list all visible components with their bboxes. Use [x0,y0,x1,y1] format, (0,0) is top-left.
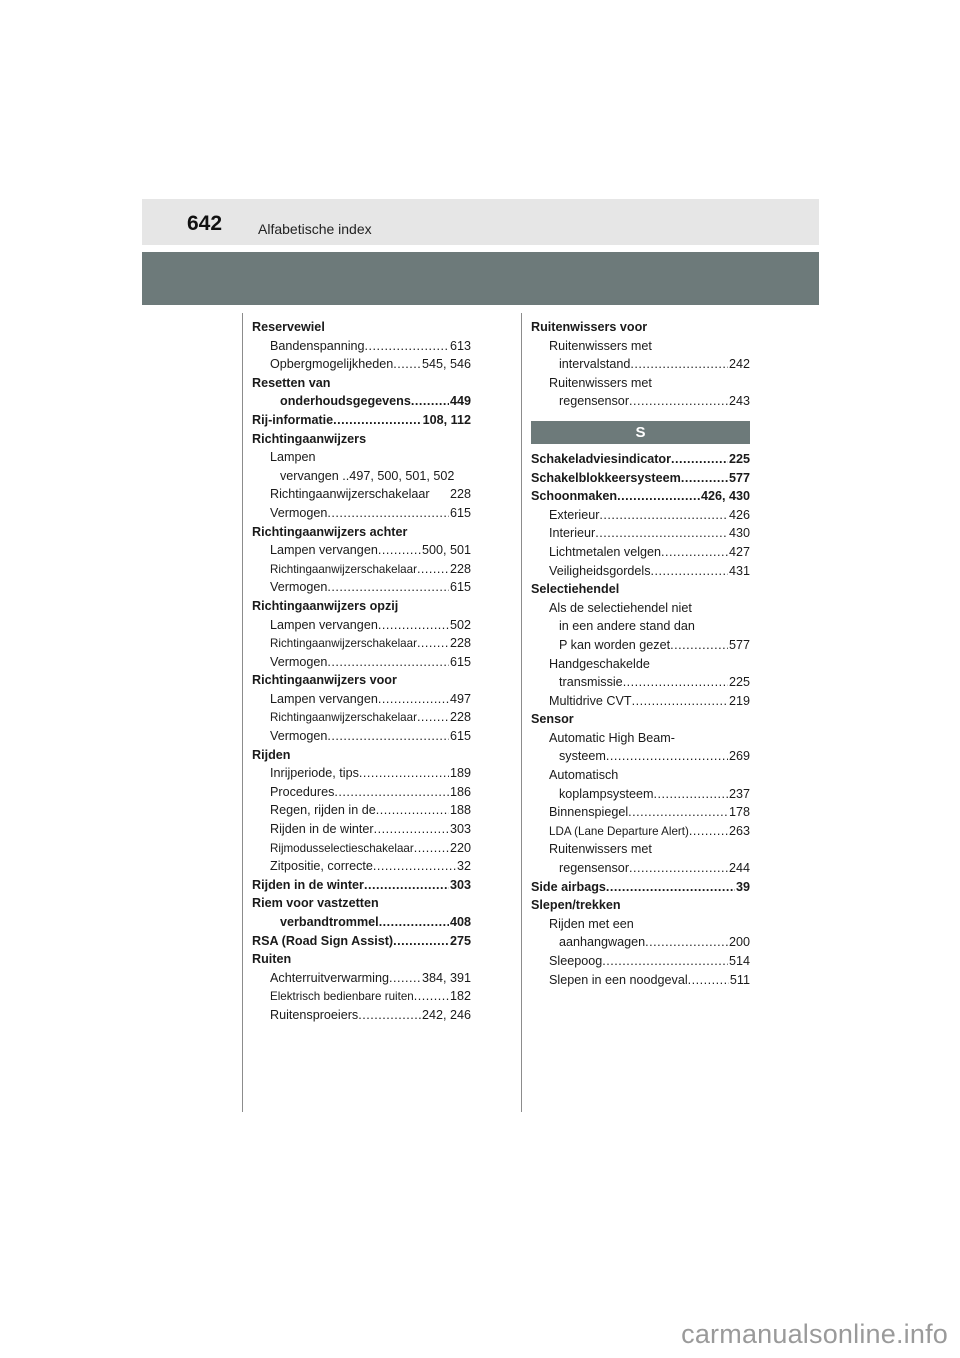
leader-dots [378,541,421,560]
page-reference: 220 [449,840,471,855]
index-subentry [252,467,471,486]
leader-dots [628,803,728,822]
leader-dots [327,653,449,672]
leader-dots [623,673,728,692]
entry-label: Richtingaanwijzers achter [252,524,408,539]
index-subentry [252,690,471,709]
index-entry [252,950,471,969]
leader-dots [671,450,728,469]
index-subentry [252,653,471,672]
leader-dots [661,543,728,562]
entry-label: intervalstand [559,357,631,372]
index-subentry [252,634,471,653]
index-subentry [252,504,471,523]
page-reference: 228 [449,710,471,725]
entry-label: Automatisch [549,768,619,783]
leader-dots [393,355,421,374]
leader-dots [629,859,728,878]
index-subentry [531,392,750,411]
index-subentry [531,933,750,952]
entry-label: P kan worden gezet [559,637,671,652]
entry-label: onderhoudsgegevens [280,394,411,409]
index-entry [252,318,471,337]
entry-label: Richtingaanwijzers voor [252,673,397,688]
page-reference: 182 [449,989,471,1004]
entry-label: Ruitenwissers met [549,375,652,390]
entry-label: Richtingaanwijzerschakelaar [270,711,417,725]
index-subentry [531,617,750,636]
watermark: carmanualsonline.info [681,1319,948,1349]
index-entry [252,523,471,542]
index-entry [531,469,750,488]
entry-label: Rijmodusselectieschakelaar [270,841,414,855]
index-subentry [252,764,471,783]
page-reference: 615 [449,729,471,744]
leader-dots [379,913,449,932]
index-subentry [252,485,471,504]
leader-dots [358,1006,421,1025]
leader-dots [606,747,728,766]
page-reference: 426 [728,507,750,522]
index-subentry [531,971,750,990]
entry-label: aanhangwagen [559,935,646,950]
entry-label: Resetten van [252,375,331,390]
index-group-s [531,450,750,989]
page-reference: 514 [728,954,750,968]
index-subentry [531,822,750,841]
page-reference: 615 [449,654,471,669]
entry-label: Richtingaanwijzerschakelaar [270,487,430,502]
index-subentry [531,543,750,562]
page-reference: 577 [728,637,750,652]
entry-label: Procedures [270,784,335,799]
index-subentry [531,766,750,785]
entry-label: Schakelblokkeersysteem [531,470,681,485]
page-reference: 545, 546 [421,357,471,372]
index-subentry [252,969,471,988]
index-subentry [252,560,471,579]
index-entry [252,430,471,449]
index-subentry [531,355,750,374]
page-reference: 228 [449,487,471,502]
index-subentry [252,355,471,374]
page-reference: 228 [449,561,471,576]
entry-label: Rij-informatie [252,412,334,427]
entry-label: Interieur [549,526,596,541]
index-subentry [252,616,471,635]
entry-label: Rijden met een [549,916,634,931]
entry-label: Ruiten [252,952,292,967]
entry-label: in een andere stand dan [559,619,695,634]
entry-label: Als de selectiehendel niet [549,600,692,615]
index-subentry [531,803,750,822]
leader-dots [654,785,728,804]
index-subentry [252,987,471,1006]
entry-label: Lichtmetalen velgen [549,544,662,559]
entry-label: Sensor [531,712,574,727]
leader-dots [378,616,449,635]
index-entry [252,597,471,616]
page-reference: 449 [449,394,471,409]
entry-label: Ruitenwissers voor [531,320,648,334]
page-reference: 303 [449,822,471,837]
page-reference: 225 [728,675,750,690]
section-title: Alfabetische index [258,221,372,237]
entry-label: Lampen [270,450,316,465]
column-divider-right [521,313,522,1112]
index-subentry [531,506,750,525]
entry-label: Elektrisch bedienbare ruiten [270,990,414,1004]
index-subentry [531,729,750,748]
page-reference: 186 [449,784,471,799]
index-subentry [531,374,750,393]
entry-label: Slepen/trekken [531,898,621,913]
page-reference: 219 [728,693,750,708]
index-subentry [531,599,750,618]
index-entry [531,318,750,337]
entry-label: Inrijperiode, tips [270,766,359,781]
index-subentry [531,785,750,804]
page-header [142,199,819,245]
index-entry [531,487,750,506]
leader-dots [670,636,728,655]
leader-dots [617,487,700,506]
index-subentry [252,448,471,467]
index-group-r [531,318,750,411]
index-entry [252,671,471,690]
index-subentry [531,524,750,543]
entry-label: Selectiehendel [531,582,620,597]
entry-label: Sleepoog [549,954,603,968]
entry-label: Vermogen [270,729,328,744]
leader-dots [376,801,449,820]
index-subentry [531,840,750,859]
index-subentry [531,915,750,934]
page-reference: 384, 391 [421,970,471,985]
leader-dots [595,524,728,543]
page-reference: 188 [449,803,471,818]
index-subentry [252,727,471,746]
leader-dots [651,562,728,581]
index-column-right [531,318,750,989]
page-reference: 511 [729,972,750,987]
leader-dots [629,392,728,411]
index-subentry [252,820,471,839]
page-reference: 32 [456,859,471,874]
page-reference: 242 [728,357,750,372]
entry-label: Handgeschakelde [549,656,650,671]
entry-label: Rijden [252,747,291,762]
leader-dots [632,692,728,711]
leader-dots [327,578,449,597]
page-reference: 189 [449,766,471,781]
entry-label: Opbergmogelijkheden [270,357,394,372]
index-subentry [252,541,471,560]
page-reference: 178 [728,805,750,820]
index-entry [252,374,471,393]
index-subentry [252,913,471,932]
index-entry [531,580,750,599]
entry-label: RSA (Road Sign Assist) [252,933,394,948]
entry-label: Exterieur [549,507,600,522]
page-reference: 502 [449,617,471,632]
leader-dots [417,634,449,653]
page-reference: 275 [449,933,471,948]
entry-label: verbandtrommel [280,915,379,929]
leader-dots [373,857,456,876]
entry-label: regensensor [559,861,630,876]
leader-dots [393,932,449,951]
page-reference: 430 [728,526,750,541]
entry-label: Richtingaanwijzerschakelaar [270,562,417,576]
leader-dots [606,878,735,897]
entry-label: Riem voor vastzetten [252,896,379,911]
index-entry [252,411,471,430]
entry-label: Lampen vervangen [270,617,378,632]
leader-dots [333,411,422,430]
entry-label: Automatic High Beam- [549,730,675,745]
page-reference: 244 [728,861,750,876]
entry-label: Achterruitverwarming [270,970,389,985]
page-reference: 427 [728,544,750,559]
index-subentry [252,708,471,727]
page-reference: 408 [449,915,471,929]
index-subentry [531,747,750,766]
leader-dots [364,876,449,895]
entry-label: Richtingaanwijzerschakelaar [270,637,417,651]
index-entry [531,710,750,729]
index-entry [252,746,471,765]
index-subentry [252,578,471,597]
column-divider-left [242,313,243,1112]
leader-dots [365,337,449,356]
entry-label: Schoonmaken [531,489,618,504]
entry-label: Schakeladviesindicator [531,451,671,466]
index-subentry [531,952,750,971]
page-reference: 237 [728,786,750,801]
entry-label: Vermogen [270,505,328,520]
leader-dots [359,764,449,783]
page-reference: 497 [449,691,471,706]
leader-dots [645,933,728,952]
leader-dots [374,820,449,839]
leader-dots [602,952,728,971]
index-subentry [531,636,750,655]
entry-label: Ruitenwissers met [549,842,652,857]
page-reference: 577 [728,470,750,485]
leader-dots [334,783,449,802]
leader-dots [389,969,421,988]
entry-label: koplampsysteem [559,786,654,801]
leader-dots [630,355,728,374]
index-entry [252,876,471,895]
page-number: 642 [187,212,223,235]
page-reference: 39 [735,879,750,894]
index-subentry [252,1006,471,1025]
index-subentry [531,692,750,711]
page-reference: 426, 430 [700,489,750,504]
page-reference: 615 [449,580,471,595]
entry-label: Ruitenwissers met [549,338,652,353]
leader-dots [378,690,449,709]
leader-dots [689,822,728,841]
page-reference: 615 [449,505,471,520]
entry-label: Zitpositie, correcte [270,859,373,874]
page-reference: 200 [728,935,750,950]
page-reference: 303 [449,877,471,892]
index-entry [252,932,471,951]
entry-label: Bandenspanning [270,338,365,353]
page-reference: 225 [728,451,750,466]
index-subentry [252,337,471,356]
entry-label: Regen, rijden in de [270,803,376,818]
header-band [142,252,819,305]
entry-label: systeem [559,749,606,764]
entry-label: Richtingaanwijzers [252,431,367,446]
entry-label: Binnenspiegel [549,805,629,820]
leader-dots [599,506,728,525]
entry-label: Vermogen [270,654,328,669]
index-subentry [531,337,750,356]
leader-dots [688,971,729,990]
index-subentry [531,859,750,878]
leader-dots [327,504,449,523]
index-subentry [531,673,750,692]
index-entry [531,450,750,469]
index-subentry [252,783,471,802]
leader-dots [327,727,449,746]
leader-dots [681,469,728,488]
page-reference: 500, 501 [421,543,471,558]
leader-dots [417,708,449,727]
page-reference: 613 [449,338,471,353]
entry-label: Side airbags [531,879,606,894]
letter-heading-s: S [531,421,750,444]
entry-label: transmissie [559,675,623,690]
entry-label: Vermogen [270,580,328,595]
leader-dots [414,839,449,858]
entry-label: Multidrive CVT [549,693,632,708]
index-entry [531,896,750,915]
index-subentry [252,857,471,876]
page-reference: 228 [449,636,471,651]
entry-label: Slepen in een noodgeval [549,972,688,987]
index-subentry [252,392,471,411]
entry-label: Richtingaanwijzers opzij [252,598,399,613]
page-reference: 263 [728,823,750,838]
index-subentry [252,839,471,858]
entry-label: Reservewiel [252,320,325,334]
entry-label: vervangen ..497, 500, 501, 502 [280,468,455,483]
index-subentry [531,562,750,581]
entry-label: Lampen vervangen [270,691,378,706]
page-reference: 269 [728,749,750,764]
leader-dots [414,987,449,1006]
index-entry [252,894,471,913]
leader-dots [417,560,449,579]
page-reference: 431 [728,563,750,578]
entry-label: regensensor [559,394,630,409]
index-subentry [531,655,750,674]
index-column-left [252,318,471,1025]
page-reference: 108, 112 [422,412,471,427]
index-entry [531,878,750,897]
entry-label: Rijden in de winter [252,877,364,892]
entry-label: LDA (Lane Departure Alert) [549,824,689,838]
page-reference: 242, 246 [421,1007,471,1022]
index-subentry [252,801,471,820]
page-reference: 243 [728,394,750,409]
entry-label: Rijden in de winter [270,822,374,837]
entry-label: Ruitensproeiers [270,1007,359,1022]
entry-label: Lampen vervangen [270,543,378,558]
entry-label: Veiligheidsgordels [549,563,651,578]
leader-dots [411,392,449,411]
